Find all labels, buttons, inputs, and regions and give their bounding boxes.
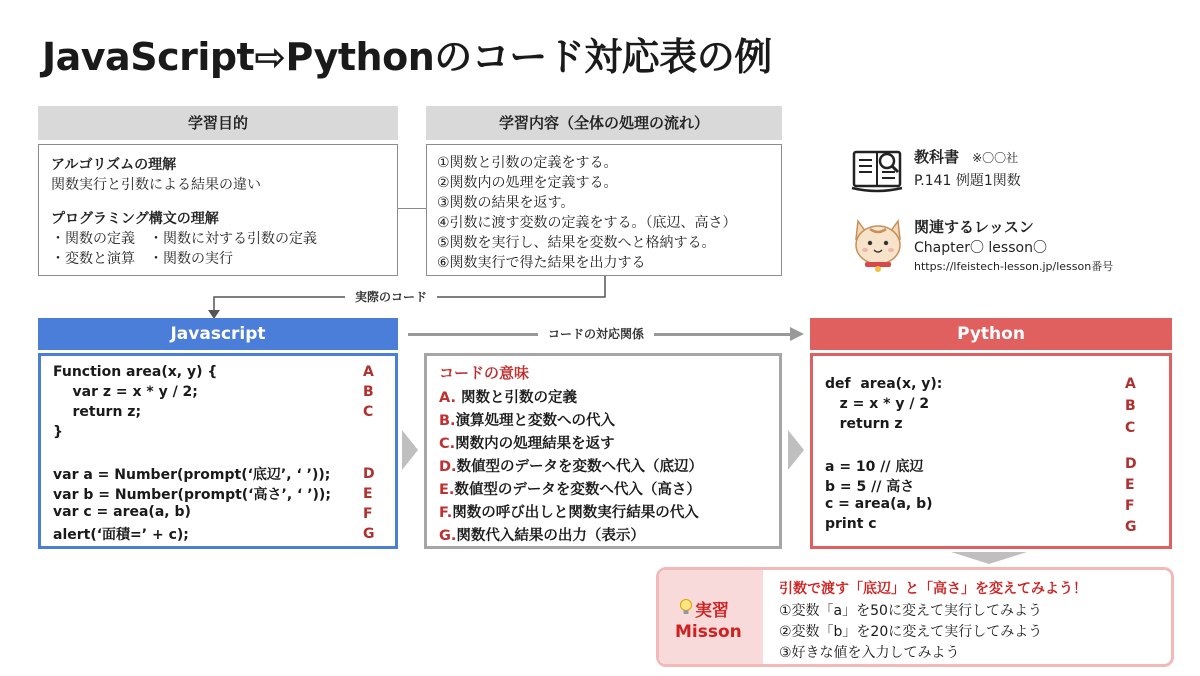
meaning-item (439, 409, 615, 430)
js-code-line: } (53, 424, 63, 440)
meaning-letter: E. (439, 482, 455, 498)
textbook-publisher: ※〇〇社 (972, 151, 1019, 165)
purpose-line: ・変数と演算 ・関数の実行 (51, 251, 233, 267)
js-code-letter: B (363, 384, 374, 400)
purpose-box (38, 144, 398, 276)
content-step: ⑤関数を実行し、結果を変数へと格納する。 (437, 235, 716, 251)
mission-heading: 引数で渡す「底辺」と「高さ」を変えてみよう！ (779, 581, 1087, 597)
meaning-title: コードの意味 (439, 364, 530, 382)
js-code-letter: C (363, 404, 374, 420)
mission-item: ①変数「a」を50に変えて実行してみよう (779, 603, 1042, 619)
textbook-page: P.141 例題1関数 (914, 173, 1021, 189)
correspondence-label: コードの対応関係 (538, 325, 654, 342)
down-arrow-icon (951, 552, 1027, 564)
mission-item: ③好きな値を入力してみよう (779, 645, 960, 661)
meaning-item (439, 455, 703, 476)
meaning-item (439, 501, 699, 522)
mission-box (656, 567, 1174, 667)
meaning-item (439, 524, 645, 545)
content-box (426, 144, 782, 276)
content-step: ③関数の結果を返す。 (437, 195, 575, 211)
python-code-box (810, 353, 1172, 549)
py-code-line: def area(x, y): (825, 376, 943, 392)
purpose-heading-algorithm: アルゴリズムの理解 (51, 157, 177, 173)
javascript-header: Javascript (38, 318, 398, 350)
py-code-letter: E (1125, 477, 1135, 493)
cat-mascot-icon (850, 213, 906, 273)
meaning-text: 数値型のデータを変数へ代入（高さ） (454, 482, 701, 498)
py-code-line: b = 5 // 高さ (825, 479, 915, 495)
purpose-heading-syntax: プログラミング構文の理解 (51, 211, 219, 227)
content-step: ①関数と引数の定義をする。 (437, 155, 618, 171)
py-code-line: c = area(a, b) (825, 496, 933, 512)
connector-line (398, 208, 426, 209)
py-code-letter: B (1125, 398, 1136, 414)
meaning-letter: G. (439, 528, 457, 544)
chevron-right-icon (788, 430, 804, 470)
meaning-text: 関数代入結果の出力（表示） (456, 528, 645, 544)
py-code-line: print c (825, 516, 877, 532)
js-code-letter: E (363, 486, 373, 502)
meaning-text: 関数内の処理結果を返す (455, 436, 615, 452)
content-header: 学習内容（全体の処理の流れ） (426, 106, 782, 140)
textbook-icon (850, 146, 904, 196)
python-header: Python (810, 318, 1172, 350)
meaning-text: 関数の呼び出しと関数実行結果の代入 (452, 505, 699, 521)
chevron-right-icon (402, 430, 418, 470)
lesson-chapter: Chapter〇 lesson〇 (914, 240, 1047, 256)
meaning-text: 数値型のデータを変数へ代入（底辺） (456, 459, 704, 475)
lesson-url[interactable]: https://lfeistech-lesson.jp/lesson番号 (914, 260, 1114, 273)
js-code-line: var b = Number(prompt(‘高さ’, ‘ ’)); (53, 487, 331, 503)
textbook-label: 教科書 (914, 148, 960, 166)
py-code-letter: A (1125, 376, 1136, 392)
js-code-line: var z = x * y / 2; (53, 384, 198, 400)
py-code-line: a = 10 // 底辺 (825, 459, 924, 475)
content-step: ④引数に渡す変数の定義をする。（底辺、高さ） (437, 215, 737, 231)
meaning-letter: D. (439, 459, 457, 475)
lightbulb-icon (679, 598, 693, 616)
js-code-letter: F (363, 506, 373, 522)
meaning-text: 関数と引数の定義 (456, 390, 578, 406)
meaning-item (439, 432, 615, 453)
py-code-letter: F (1125, 498, 1135, 514)
meaning-item (439, 478, 701, 499)
content-step: ⑥関数実行で得た結果を出力する (437, 255, 646, 271)
lesson-label: 関連するレッスン (914, 218, 1034, 236)
js-code-letter: A (363, 364, 374, 380)
js-code-line: var c = area(a, b) (53, 504, 191, 520)
js-code-letter: G (363, 526, 375, 542)
textbook-title (914, 146, 1018, 167)
content-step: ②関数内の処理を定義する。 (437, 175, 618, 191)
js-code-line: var a = Number(prompt(‘底辺’, ‘ ’)); (53, 467, 331, 483)
mission-label-panel (659, 570, 763, 664)
meaning-text: 演算処理と変数への代入 (455, 413, 616, 429)
meaning-letter: B. (439, 413, 456, 429)
actual-code-label: 実際のコード (345, 288, 437, 305)
purpose-line: ・関数の定義 ・関数に対する引数の定義 (51, 231, 317, 247)
js-code-line: return z; (53, 404, 142, 420)
page-title: JavaScript⇨Pythonのコード対応表の例 (42, 35, 772, 79)
mission-item: ②変数「b」を20に変えて実行してみよう (779, 624, 1043, 640)
javascript-code-box (38, 353, 398, 549)
py-code-line: z = x * y / 2 (825, 396, 930, 412)
js-code-line: Function area(x, y) { (53, 364, 218, 380)
py-code-line: return z (825, 416, 903, 432)
mission-label-jp: 実習 (695, 601, 729, 621)
meaning-letter: F. (439, 505, 453, 521)
correspondence-arrow-head (790, 327, 804, 341)
py-code-letter: G (1125, 519, 1137, 535)
purpose-line: 関数実行と引数による結果の違い (51, 177, 261, 193)
purpose-header: 学習目的 (38, 106, 398, 140)
meaning-box (424, 353, 782, 549)
meaning-item (439, 386, 577, 407)
mission-label-en: Misson (675, 622, 742, 642)
meaning-letter: A. (439, 390, 456, 406)
py-code-letter: C (1125, 420, 1136, 436)
js-code-line: alert(‘面積=’ + c); (53, 527, 189, 543)
meaning-letter: C. (439, 436, 456, 452)
py-code-letter: D (1125, 456, 1137, 472)
js-code-letter: D (363, 466, 375, 482)
